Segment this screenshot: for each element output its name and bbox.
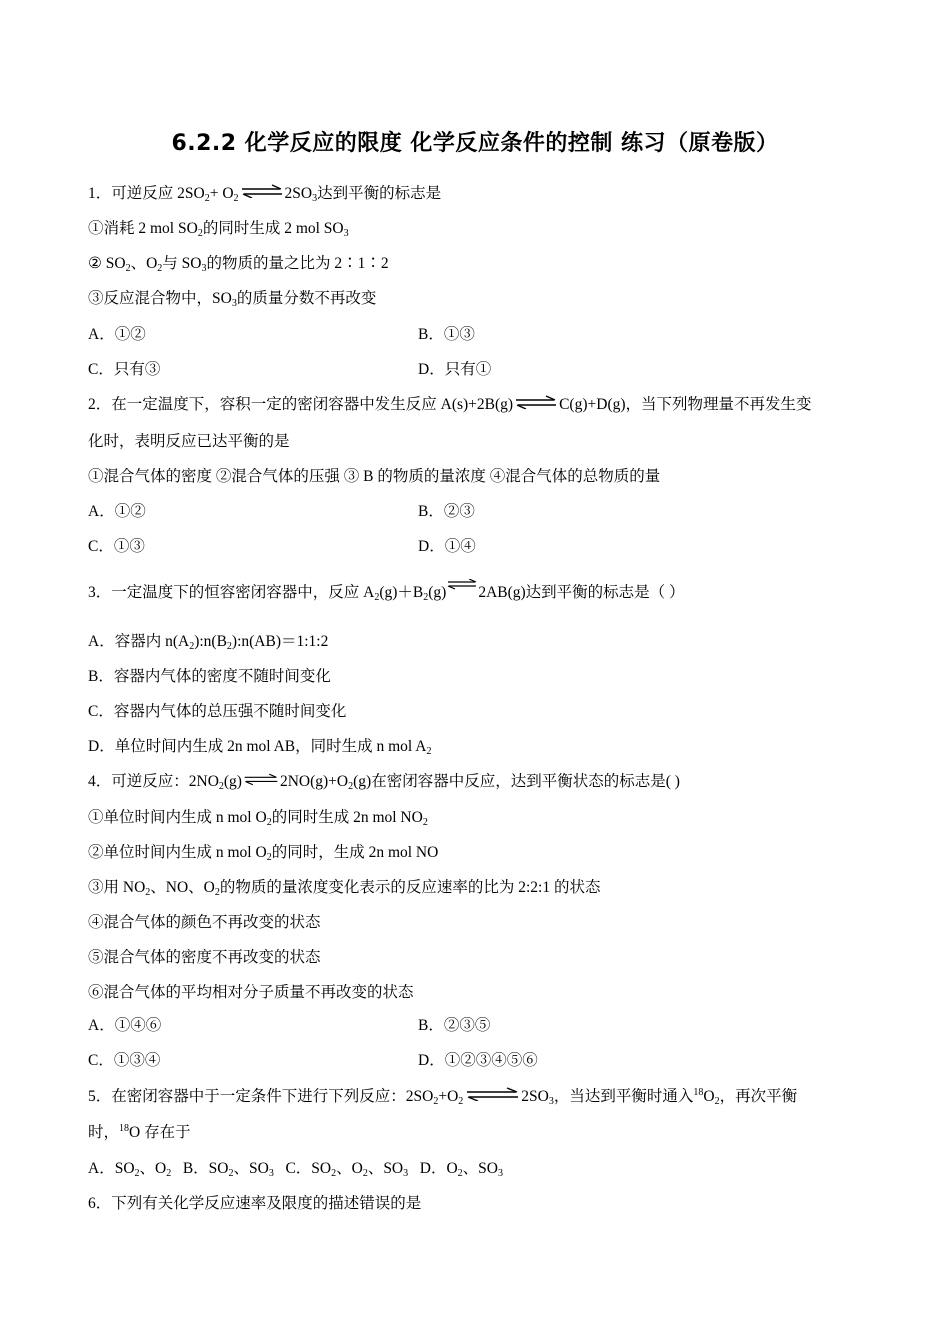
q6-stem: 6．下列有关化学反应速率及限度的描述错误的是 (88, 1195, 422, 1212)
equilibrium-arrow-icon (514, 395, 558, 409)
q2-option-b: B．②③ (418, 503, 475, 520)
q1-option-c: C．只有③ (88, 361, 161, 378)
equilibrium-arrow-icon (447, 579, 477, 593)
q3-option-b: B．容器内气体的密度不随时间变化 (88, 668, 331, 685)
q3-stem: 3．一定温度下的恒容密闭容器中，反应 $A_2(g)+B_2(g)$ 2AB(g)达到平衡的标志是（ ） (88, 579, 685, 603)
q1-statement-2: ② $SO_2$、$O_2$与 $SO_3$的物质的量之比为 2∶1∶2 (88, 255, 389, 274)
q1-stem: 1．可逆反应 $2SO_2+ O_2$ $2SO_3$达到平衡的标志是 (88, 185, 442, 204)
q2-option-d: D．①④ (418, 538, 476, 555)
q5-stem: 5．在密闭容器中于一定条件下进行下列反应：$2SO_2+O_2$ $2SO_3$，当达到平衡时通入$^{18}O_2$，再次平衡 (88, 1087, 798, 1107)
q4-statement-2: ②单位时间内生成 n mol $O_2$的同时，生成 2n mol NO (88, 844, 439, 863)
q1-option-a: A．①② (88, 326, 146, 343)
q4-option-d: D．①②③④⑤⑥ (418, 1052, 538, 1069)
equilibrium-arrow-icon (243, 772, 279, 786)
q2-items: ①混合气体的密度 ②混合气体的压强 ③ B 的物质的量浓度 ④混合气体的总物质的量 (88, 468, 661, 485)
q1-statement-1: ①消耗 2 mol $SO_2$的同时生成 2 mol $SO_3$ (88, 220, 349, 239)
q2-option-a: A．①② (88, 503, 146, 520)
q4-statement-5: ⑤混合气体的密度不再改变的状态 (88, 949, 321, 966)
equilibrium-arrow-icon (464, 1087, 520, 1101)
q1-option-d: D．只有① (418, 361, 492, 378)
q4-option-b: B．②③⑤ (418, 1017, 491, 1034)
q4-statement-6: ⑥混合气体的平均相对分子质量不再改变的状态 (88, 984, 414, 1001)
page-title: 6.2.2 化学反应的限度 化学反应条件的控制 练习（原卷版） (171, 131, 779, 156)
q5-options: A．$SO_2$、$O_2$ B．$SO_2$、$SO_3$ C．$SO_2$、$O_2$、$SO_3$ D．$O_2$、$SO_3$ (88, 1160, 503, 1179)
q4-option-a: A．①④⑥ (88, 1017, 162, 1034)
q1-statement-3: ③反应混合物中，$SO_3$的质量分数不再改变 (88, 290, 377, 309)
q2-stem-line2: 化时，表明反应已达平衡的是 (88, 433, 290, 450)
q4-stem: 4．可逆反应：$2NO_2(g)$ $2NO(g)+O_2(g)$在密闭容器中反应，达到平衡状态的标志是( ) (88, 773, 680, 792)
q4-statement-3: ③用 $NO_2$、NO、$O_2$的物质的量浓度变化表示的反应速率的比为 2:2:1 的状态 (88, 879, 601, 898)
q5-stem-line2: 时，$^{18}$O 存在于 (88, 1123, 191, 1141)
q4-option-c: C．①③④ (88, 1052, 161, 1069)
q3-option-a: A．容器内 $n(A_2):n(B_2):n(AB)=1:1:2$ (88, 633, 329, 652)
q2-stem: 2．在一定温度下，容积一定的密闭容器中发生反应 A(s)+2B(g) C(g)+D(g)，当下列物理量不再发生变 (88, 396, 812, 413)
q4-statement-1: ①单位时间内生成 n mol $O_2$的同时生成 2n mol $NO_2$ (88, 809, 428, 828)
q2-option-c: C．①③ (88, 538, 145, 555)
equilibrium-arrow-icon (240, 184, 284, 198)
q3-option-c: C．容器内气体的总压强不随时间变化 (88, 703, 347, 720)
q4-statement-4: ④混合气体的颜色不再改变的状态 (88, 914, 321, 931)
q1-option-b: B．①③ (418, 326, 475, 343)
q3-option-d: D．单位时间内生成 2n mol AB，同时生成 n mol $A_2$ (88, 738, 432, 757)
